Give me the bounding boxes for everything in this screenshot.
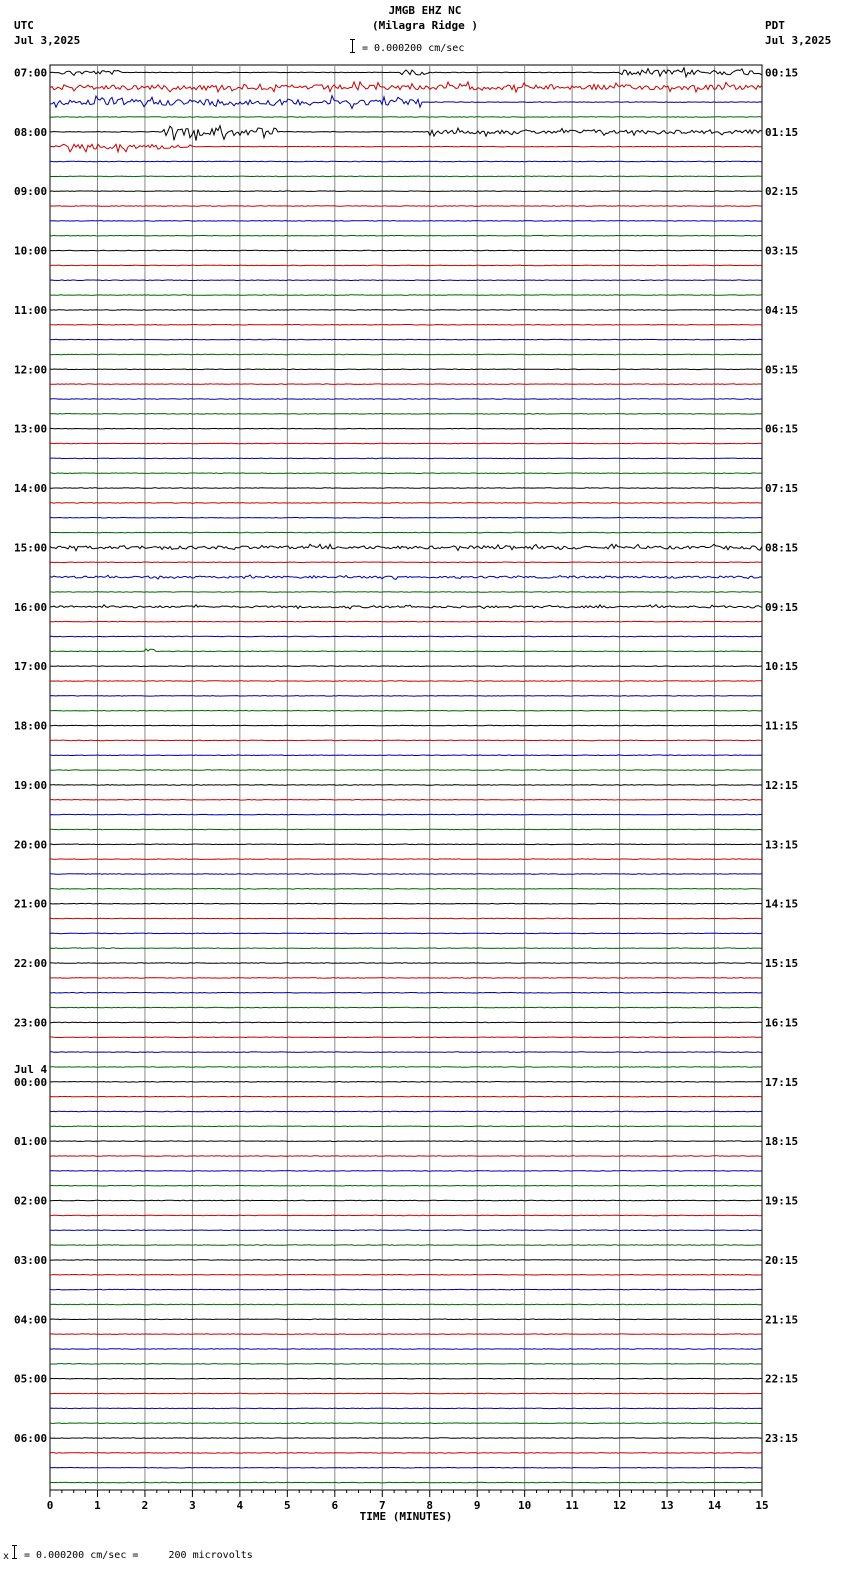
x-tick-label: 12 [612, 1499, 627, 1512]
utc-hour-label: 14:00 [14, 482, 48, 496]
x-tick-label: 10 [518, 1499, 532, 1512]
seismic-trace [50, 280, 762, 281]
seismic-trace [50, 235, 762, 236]
seismic-trace [50, 1334, 762, 1335]
seismic-trace [50, 918, 762, 919]
seismic-trace [50, 785, 762, 786]
seismic-trace [50, 473, 762, 474]
utc-hour-label: 05:00 [14, 1372, 48, 1386]
seismic-trace [50, 265, 762, 266]
x-tick-label: 1 [94, 1499, 101, 1512]
seismic-trace [50, 1349, 762, 1350]
utc-hour-label: 20:00 [14, 838, 48, 852]
seismic-trace [50, 544, 762, 551]
x-tick-label: 0 [46, 1499, 54, 1512]
pdt-hour-label: 09:15 [765, 600, 799, 614]
seismic-trace [50, 1275, 762, 1276]
seismic-trace [50, 1260, 762, 1261]
seismic-trace [50, 96, 762, 109]
scale-text: = 0.000200 cm/sec [362, 43, 465, 54]
pdt-hour-label: 17:15 [765, 1075, 799, 1089]
x-tick-label: 7 [378, 1499, 386, 1512]
seismic-trace [50, 1245, 762, 1246]
footer-marker: x [3, 1551, 10, 1562]
seismic-trace [50, 250, 762, 251]
x-tick-label: 9 [473, 1499, 481, 1512]
seismic-trace [50, 176, 762, 177]
pdt-hour-label: 18:15 [765, 1135, 799, 1149]
pdt-hour-label: 01:15 [765, 125, 799, 139]
utc-hour-label: 02:00 [14, 1194, 48, 1208]
seismic-trace [50, 1230, 762, 1231]
utc-hour-label: 23:00 [14, 1016, 48, 1030]
right-date: Jul 3,2025 [765, 34, 832, 47]
pdt-hour-label: 03:15 [765, 244, 799, 258]
seismic-trace [50, 889, 762, 890]
seismic-trace [50, 126, 762, 141]
pdt-hour-label: 07:15 [765, 482, 799, 496]
x-axis-label: TIME (MINUTES) [359, 1510, 453, 1523]
seismic-trace [50, 354, 762, 355]
seismic-trace [50, 1200, 762, 1201]
seismic-trace [50, 681, 762, 682]
seismic-trace [50, 532, 762, 533]
seismic-trace [50, 1453, 762, 1454]
seismic-trace [50, 1319, 762, 1320]
seismic-trace [50, 710, 762, 711]
utc-hour-label: 11:00 [14, 303, 48, 317]
pdt-hour-label: 05:15 [765, 363, 799, 377]
pdt-hour-label: 02:15 [765, 185, 799, 199]
seismic-trace [50, 1171, 762, 1172]
seismic-trace [50, 605, 762, 609]
seismic-trace [50, 1111, 762, 1112]
pdt-hour-label: 14:15 [765, 897, 799, 911]
pdt-hour-label: 12:15 [765, 778, 799, 792]
seismic-trace [50, 1482, 762, 1483]
utc-hour-label: 03:00 [14, 1253, 48, 1267]
pdt-hour-label: 19:15 [765, 1194, 799, 1208]
utc-hour-label: 07:00 [14, 66, 48, 80]
seismic-trace [50, 1141, 762, 1142]
x-tick-label: 14 [707, 1499, 722, 1512]
footer-scale-text: = 0.000200 cm/sec = 200 microvolts [24, 1550, 253, 1561]
seismic-trace [50, 575, 762, 579]
x-tick-label: 8 [426, 1499, 434, 1512]
seismic-trace [50, 1185, 762, 1186]
seismic-trace [50, 859, 762, 860]
pdt-hour-label: 23:15 [765, 1432, 799, 1446]
seismic-trace [50, 963, 762, 964]
seismic-trace [50, 948, 762, 949]
left-date: Jul 3,2025 [14, 34, 81, 47]
seismic-trace [50, 696, 762, 697]
seismic-trace [50, 1378, 762, 1379]
seismic-trace [50, 399, 762, 400]
seismic-trace [50, 1423, 762, 1424]
utc-hour-label: 10:00 [14, 244, 48, 258]
utc-hour-label: 16:00 [14, 600, 48, 614]
utc-hour-label: 15:00 [14, 541, 48, 555]
utc-hour-label: 17:00 [14, 660, 48, 674]
site-name: (Milagra Ridge ) [372, 19, 478, 32]
seismic-trace [50, 1304, 762, 1305]
seismic-trace [50, 458, 762, 459]
seismic-trace [50, 339, 762, 340]
utc-hour-label: 21:00 [14, 897, 48, 911]
pdt-hour-label: 20:15 [765, 1253, 799, 1267]
seismic-trace [50, 428, 762, 429]
utc-hour-label: 18:00 [14, 719, 48, 733]
seismic-trace [50, 369, 762, 370]
seismic-trace [50, 206, 762, 207]
date-change-label: Jul 4 [14, 1062, 48, 1076]
utc-hour-label: 00:00 [14, 1075, 48, 1089]
footer-scale-bar-icon [12, 1545, 17, 1559]
utc-hour-label: 09:00 [14, 185, 48, 199]
seismic-trace [50, 1215, 762, 1216]
seismic-trace [50, 1289, 762, 1290]
right-timezone: PDT [765, 19, 785, 32]
seismic-trace [50, 82, 762, 92]
pdt-hour-label: 13:15 [765, 838, 799, 852]
plot-frame [50, 65, 762, 1490]
x-tick-label: 13 [660, 1499, 674, 1512]
left-timezone: UTC [14, 19, 34, 32]
seismic-trace [50, 488, 762, 489]
seismic-trace [50, 1467, 762, 1468]
utc-hour-label: 19:00 [14, 778, 48, 792]
x-tick-label: 4 [236, 1499, 244, 1512]
utc-hour-label: 13:00 [14, 422, 48, 436]
seismic-trace [50, 1037, 762, 1038]
utc-hour-label: 06:00 [14, 1432, 48, 1446]
seismic-trace [50, 295, 762, 296]
seismic-trace [50, 1082, 762, 1083]
seismic-trace [50, 384, 762, 385]
seismic-trace [50, 666, 762, 667]
seismic-trace [50, 903, 762, 904]
pdt-hour-label: 11:15 [765, 719, 799, 733]
pdt-hour-label: 00:15 [765, 66, 799, 80]
station-title: JMGB EHZ NC [388, 4, 462, 17]
seismic-trace [50, 161, 762, 162]
pdt-hour-label: 08:15 [765, 541, 799, 555]
utc-hour-label: 12:00 [14, 363, 48, 377]
seismic-trace [50, 740, 762, 741]
seismic-trace [50, 1067, 762, 1068]
utc-hour-label: 08:00 [14, 125, 48, 139]
utc-hour-label: 04:00 [14, 1313, 48, 1327]
pdt-hour-label: 21:15 [765, 1313, 799, 1327]
seismic-trace [50, 1393, 762, 1394]
seismic-trace [50, 1438, 762, 1439]
seismic-trace [50, 414, 762, 415]
seismic-trace [50, 725, 762, 726]
seismic-trace [50, 636, 762, 637]
seismic-trace [50, 874, 762, 875]
seismic-trace [50, 1022, 762, 1023]
seismic-trace [50, 1052, 762, 1053]
pdt-hour-label: 04:15 [765, 303, 799, 317]
pdt-hour-label: 22:15 [765, 1372, 799, 1386]
seismic-trace [50, 191, 762, 192]
seismic-trace [50, 814, 762, 815]
seismic-trace [50, 325, 762, 326]
pdt-hour-label: 15:15 [765, 957, 799, 971]
pdt-hour-label: 06:15 [765, 422, 799, 436]
seismic-trace [50, 310, 762, 311]
seismic-trace [50, 144, 762, 152]
x-tick-label: 15 [755, 1499, 769, 1512]
utc-hour-label: 22:00 [14, 957, 48, 971]
seismic-trace [50, 800, 762, 801]
seismic-trace [50, 755, 762, 756]
x-tick-label: 5 [284, 1499, 291, 1512]
seismic-trace [50, 829, 762, 830]
pdt-hour-label: 10:15 [765, 660, 799, 674]
seismic-trace [50, 978, 762, 979]
seismic-trace [50, 68, 762, 77]
seismic-trace [50, 117, 762, 118]
seismic-trace [50, 621, 762, 622]
seismic-trace [50, 1126, 762, 1127]
seismic-trace [50, 770, 762, 771]
seismic-trace [50, 443, 762, 444]
pdt-hour-label: 16:15 [765, 1016, 799, 1030]
x-tick-label: 6 [331, 1499, 339, 1512]
seismic-trace [50, 1096, 762, 1097]
seismic-trace [50, 221, 762, 222]
seismic-trace [50, 1364, 762, 1365]
seismic-trace [50, 592, 762, 593]
utc-hour-label: 01:00 [14, 1135, 48, 1149]
seismic-trace [50, 933, 762, 934]
x-tick-label: 11 [565, 1499, 579, 1512]
seismic-trace [50, 1007, 762, 1008]
seismic-trace [50, 992, 762, 993]
seismic-trace [50, 517, 762, 518]
seismic-trace [50, 562, 762, 563]
x-tick-label: 2 [141, 1499, 149, 1512]
seismic-trace [50, 1408, 762, 1409]
seismic-trace [50, 649, 762, 652]
seismic-trace [50, 1156, 762, 1157]
x-tick-label: 3 [189, 1499, 196, 1512]
seismic-trace [50, 503, 762, 504]
seismic-trace [50, 844, 762, 845]
